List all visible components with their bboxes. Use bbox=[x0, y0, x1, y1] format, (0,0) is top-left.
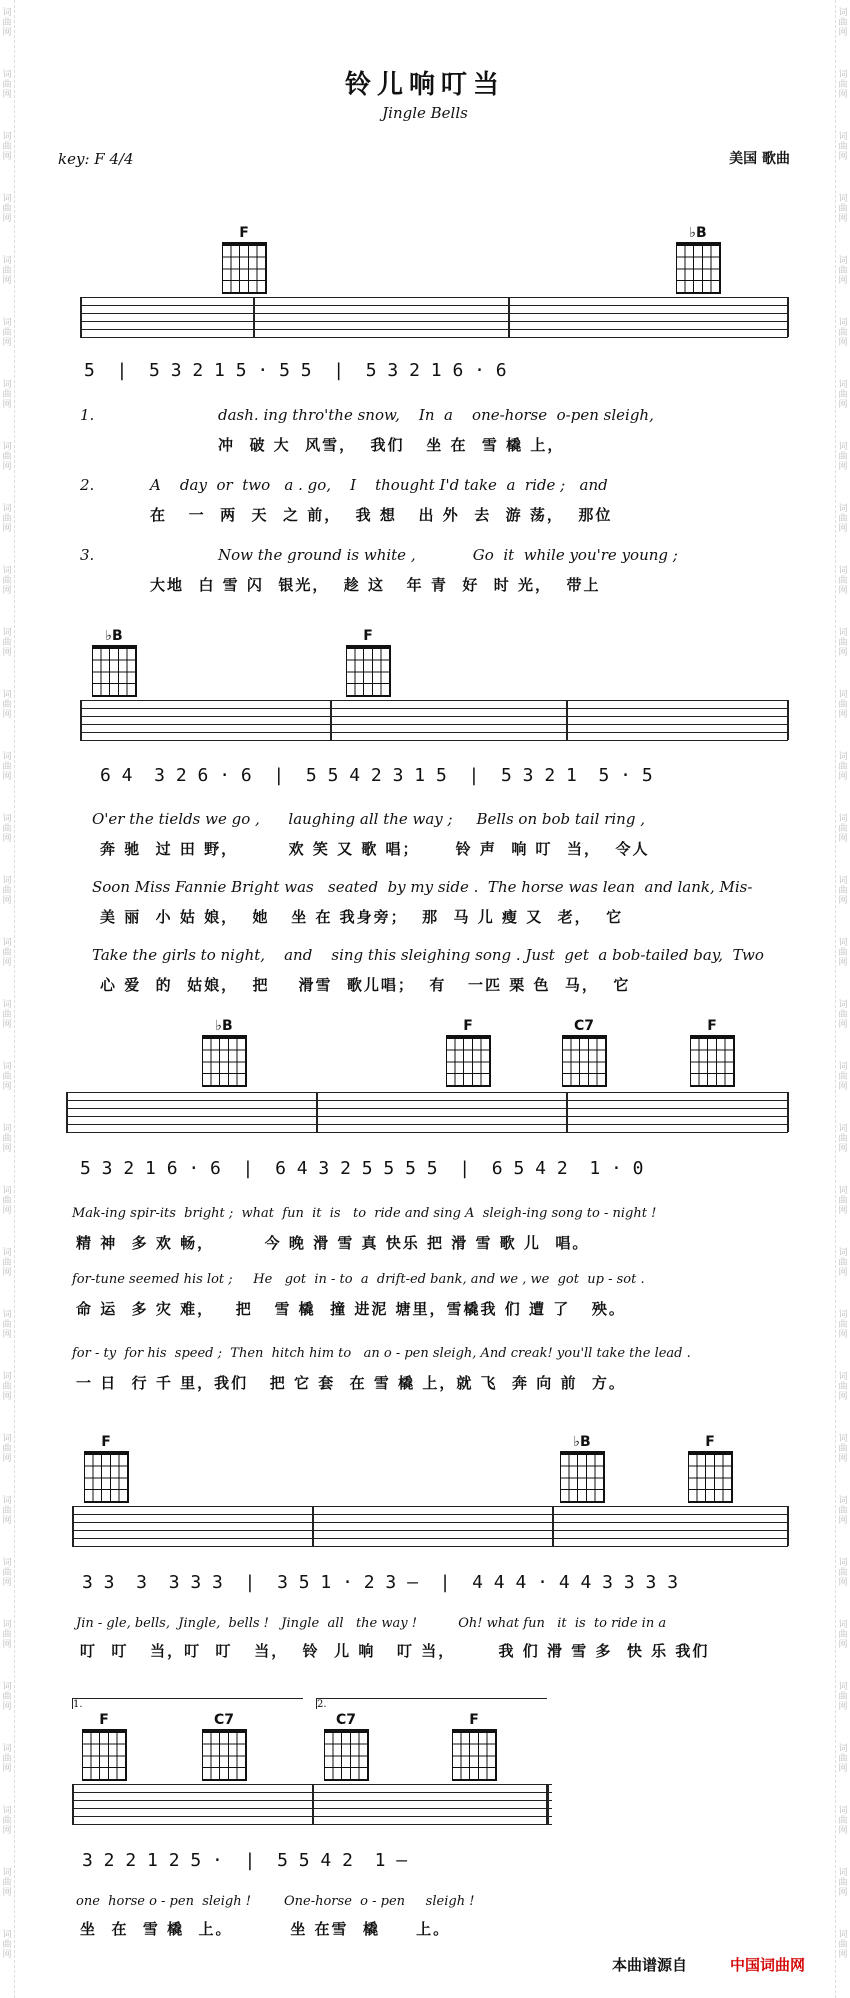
watermark-text: 词 曲 网 bbox=[838, 876, 848, 906]
verse-number: 2. bbox=[80, 476, 95, 494]
lyric-en: for-tune seemed his lot ; He got in - to a drift-ed bank, and we , we got up - sot . bbox=[72, 1272, 645, 1287]
watermark-text: 词 曲 网 bbox=[838, 628, 848, 658]
watermark-text: 词 曲 网 bbox=[2, 690, 12, 720]
chord-grid bbox=[202, 1729, 247, 1781]
jianpu-notation: 3 3 3 3 3 3 | 3 5 1 · 2 3 — | 4 4 4 · 4 4 3 3 3 3 bbox=[82, 1572, 679, 1593]
watermark-text: 词 曲 网 bbox=[2, 318, 12, 348]
lyric-cn: 冲 破 大 风雪， 我们 坐 在 雪 橇 上， bbox=[218, 436, 565, 454]
lyric-cn: 叮 叮 当，叮 叮 当， 铃 儿 响 叮 当， 我 们 滑 雪 多 快 乐 我们 bbox=[80, 1642, 710, 1660]
volta-1: 1. bbox=[72, 1698, 303, 1709]
lyric-en: dash. ing thro'the snow, In a one-horse o-pen sleigh, bbox=[218, 406, 654, 424]
watermark-text: 词 曲 网 bbox=[2, 380, 12, 410]
watermark-text: 词 曲 网 bbox=[2, 566, 12, 596]
watermark-text: 词 曲 网 bbox=[2, 1930, 12, 1960]
verse-number: 1. bbox=[80, 406, 95, 424]
chord-name: ♭B bbox=[689, 225, 707, 241]
watermark-text: 词 曲 网 bbox=[838, 1062, 848, 1092]
chord-name: C7 bbox=[335, 1712, 356, 1728]
footer-source-label: 本曲谱源自 bbox=[612, 1956, 688, 1974]
chord-name: F bbox=[101, 1434, 111, 1450]
watermark-text: 词 曲 网 bbox=[838, 1124, 848, 1154]
watermark-text: 词 曲 网 bbox=[2, 1310, 12, 1340]
watermark-text: 词 曲 网 bbox=[838, 8, 848, 38]
watermark-text: 词 曲 网 bbox=[2, 1806, 12, 1836]
chord-name: ♭B bbox=[215, 1018, 233, 1034]
lyric-cn: 美 丽 小 姑 娘， 她 坐 在 我身旁； 那 马 儿 瘦 又 老， 它 bbox=[100, 908, 624, 926]
watermark-text: 词 曲 网 bbox=[2, 938, 12, 968]
footer-site-link[interactable]: 中国词曲网 bbox=[730, 1956, 806, 1974]
watermark-text: 词 曲 网 bbox=[838, 1682, 848, 1712]
watermark-text: 词 曲 网 bbox=[2, 504, 12, 534]
watermark-text: 词 曲 网 bbox=[2, 1558, 12, 1588]
barline bbox=[312, 1784, 314, 1824]
chord-diagram bbox=[78, 1712, 130, 1781]
chord-name: F bbox=[707, 1018, 717, 1034]
watermark-text: 词 曲 网 bbox=[838, 380, 848, 410]
key-signature: key: F 4/4 bbox=[58, 150, 134, 168]
watermark-text: 词 曲 网 bbox=[2, 1248, 12, 1278]
watermark-text: 词 曲 网 bbox=[838, 814, 848, 844]
lyric-en: A day or two a . go, I thought I'd take a ride ; and bbox=[150, 476, 608, 494]
song-title: 铃儿响叮当 bbox=[344, 70, 505, 100]
watermark-text: 词 曲 网 bbox=[2, 1124, 12, 1154]
watermark-text: 词 曲 网 bbox=[2, 814, 12, 844]
jianpu-notation: 3 2 2 1 2 5 · | 5 5 4 2 1 — bbox=[82, 1850, 408, 1871]
tab-line bbox=[72, 1824, 552, 1825]
lyric-en: Jin - gle, bells, Jingle, bells ! Jingle all the way ! Oh! what fun it is to ride in a bbox=[76, 1616, 667, 1631]
watermark-text: 词 曲 网 bbox=[838, 1248, 848, 1278]
chord-name: F bbox=[99, 1712, 109, 1728]
chord-name: F bbox=[463, 1018, 473, 1034]
lyric-en: Take the girls to night, and sing this sleighing song . Just get a bob-tailed bay, Two bbox=[92, 946, 764, 964]
watermark-text: 词 曲 网 bbox=[2, 876, 12, 906]
watermark-text: 词 曲 网 bbox=[2, 752, 12, 782]
final-barline bbox=[546, 1784, 549, 1824]
watermark-text: 词 曲 网 bbox=[838, 1372, 848, 1402]
lyric-en: Now the ground is white , Go it while you're young ; bbox=[218, 546, 678, 564]
watermark-text: 词 曲 网 bbox=[838, 1930, 848, 1960]
watermark-text: 词 曲 网 bbox=[838, 70, 848, 100]
watermark-text: 词 曲 网 bbox=[838, 256, 848, 286]
jianpu-notation: 5 | 5 3 2 1 5 · 5 5 | 5 3 2 1 6 · 6 bbox=[84, 360, 507, 381]
watermark-text: 词 曲 网 bbox=[838, 1620, 848, 1650]
lyric-cn: 命 运 多 灾 难， 把 雪 橇 撞 进泥 塘里，雪橇我 们 遭 了 殃。 bbox=[76, 1300, 626, 1318]
chord-grid bbox=[452, 1729, 497, 1781]
lyric-cn: 坐 在 雪 橇 上。 坐 在雪 橇 上。 bbox=[80, 1920, 451, 1938]
watermark-text: 词 曲 网 bbox=[838, 1310, 848, 1340]
watermark-text: 词 曲 网 bbox=[838, 1000, 848, 1030]
watermark-text: 词 曲 网 bbox=[2, 1186, 12, 1216]
chord-grid bbox=[82, 1729, 127, 1781]
chord-diagram bbox=[320, 1712, 372, 1781]
volta-2: 2. bbox=[316, 1698, 547, 1709]
lyric-en: Mak-ing spir-its bright ; what fun it is to ride and sing A sleigh-ing song to - night ! bbox=[72, 1206, 657, 1221]
jianpu-notation: 6 4 3 2 6 · 6 | 5 5 4 2 3 1 5 | 5 3 2 1 5 · 5 bbox=[100, 765, 653, 786]
watermark-text: 词 曲 网 bbox=[2, 442, 12, 472]
watermark-text: 词 曲 网 bbox=[2, 1868, 12, 1898]
lyric-cn: 心 爱 的 姑娘， 把 滑雪 歌儿唱； 有 一匹 栗 色 马， 它 bbox=[100, 976, 631, 994]
watermark-text: 词 曲 网 bbox=[838, 442, 848, 472]
watermark-text: 词 曲 网 bbox=[2, 1434, 12, 1464]
watermark-text: 词 曲 网 bbox=[2, 256, 12, 286]
watermark-text: 词 曲 网 bbox=[838, 504, 848, 534]
barline bbox=[72, 1784, 74, 1824]
chord-name: ♭B bbox=[105, 628, 123, 644]
watermark-text: 词 曲 网 bbox=[838, 1186, 848, 1216]
lyric-cn: 奔 驰 过 田 野， 欢 笑 又 歌 唱； 铃 声 响 叮 当， 令人 bbox=[100, 840, 650, 858]
lyric-cn: 一 日 行 千 里，我们 把 它 套 在 雪 橇 上，就 飞 奔 向 前 方。 bbox=[76, 1374, 626, 1392]
watermark-text: 词 曲 网 bbox=[2, 8, 12, 38]
watermark-text: 词 曲 网 bbox=[2, 1682, 12, 1712]
watermark-text: 词 曲 网 bbox=[838, 318, 848, 348]
watermark-text: 词 曲 网 bbox=[2, 70, 12, 100]
lyric-en: one horse o - pen sleigh ! One-horse o - pen sleigh ! bbox=[76, 1894, 475, 1909]
lyric-en: O'er the tields we go , laughing all the way ; Bells on bob tail ring , bbox=[92, 810, 645, 828]
verse-number: 3. bbox=[80, 546, 95, 564]
watermark-text: 词 曲 网 bbox=[2, 1372, 12, 1402]
jianpu-notation: 5 3 2 1 6 · 6 | 6 4 3 2 5 5 5 5 | 6 5 4 2 1 · 0 bbox=[80, 1158, 644, 1179]
lyric-cn: 在 一 两 天 之 前， 我 想 出 外 去 游 荡， 那位 bbox=[150, 506, 613, 524]
lyric-en: Soon Miss Fannie Bright was seated by my side . The horse was lean and lank, Mis- bbox=[92, 878, 753, 896]
chord-name: F bbox=[469, 1712, 479, 1728]
chord-grid bbox=[324, 1729, 369, 1781]
watermark-text: 词 曲 网 bbox=[2, 132, 12, 162]
chord-name: F bbox=[705, 1434, 715, 1450]
chord-diagram bbox=[198, 1712, 250, 1781]
composer-credit: 美国 歌曲 bbox=[729, 151, 790, 167]
watermark-text: 词 曲 网 bbox=[838, 690, 848, 720]
lyric-cn: 精 神 多 欢 畅， 今 晚 滑 雪 真 快乐 把 滑 雪 歌 儿 唱。 bbox=[76, 1234, 590, 1252]
watermark-text: 词 曲 网 bbox=[838, 1744, 848, 1774]
watermark-text: 词 曲 网 bbox=[2, 194, 12, 224]
chord-name: C7 bbox=[213, 1712, 234, 1728]
chord-name: C7 bbox=[573, 1018, 594, 1034]
lyric-cn: 大地 白 雪 闪 银光， 趁 这 年 青 好 时 光， 带上 bbox=[150, 576, 601, 594]
lyric-en: for - ty for his speed ; Then hitch him to an o - pen sleigh, And creak! you'll take the lead . bbox=[72, 1346, 691, 1361]
chord-diagram bbox=[448, 1712, 500, 1781]
watermark-text: 词 曲 网 bbox=[838, 132, 848, 162]
watermark-text: 词 曲 网 bbox=[838, 1434, 848, 1464]
watermark-text: 词 曲 网 bbox=[838, 1806, 848, 1836]
watermark-text: 词 曲 网 bbox=[2, 1744, 12, 1774]
chord-name: F bbox=[239, 225, 249, 241]
chord-name: F bbox=[363, 628, 373, 644]
watermark-text: 词 曲 网 bbox=[2, 628, 12, 658]
watermark-text: 词 曲 网 bbox=[838, 194, 848, 224]
watermark-text: 词 曲 网 bbox=[2, 1620, 12, 1650]
watermark-text: 词 曲 网 bbox=[838, 1496, 848, 1526]
watermark-text: 词 曲 网 bbox=[838, 752, 848, 782]
watermark-text: 词 曲 网 bbox=[838, 566, 848, 596]
watermark-text: 词 曲 网 bbox=[838, 1558, 848, 1588]
watermark-text: 词 曲 网 bbox=[838, 938, 848, 968]
watermark-text: 词 曲 网 bbox=[2, 1062, 12, 1092]
watermark-text: 词 曲 网 bbox=[838, 1868, 848, 1898]
song-subtitle: Jingle Bells bbox=[382, 104, 468, 122]
watermark-text: 词 曲 网 bbox=[2, 1496, 12, 1526]
watermark-text: 词 曲 网 bbox=[2, 1000, 12, 1030]
chord-name: ♭B bbox=[573, 1434, 591, 1450]
